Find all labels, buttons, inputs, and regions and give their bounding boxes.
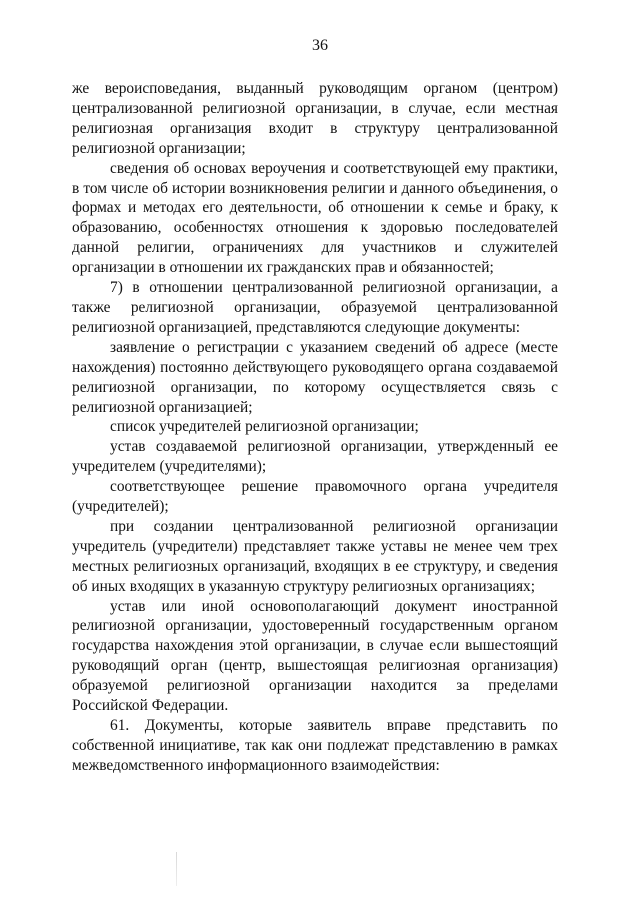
paragraph-foreign-charter: устав или иной основополагающий документ иностранной религиозной организации, удостоверенный государственным органом государства нахождения этой организации, в случае если вышестоящий руководящий орган (центр, вышестоящая религиозная организация) образуемой религиозной организации находится за пределами Российской Федерации. [72,597,558,715]
paragraph-founder-decision: соответствующее решение правомочного органа учредителя (учредителей); [72,478,558,516]
paragraph-charter: устав создаваемой религиозной организации, утвержденный ее учредителем (учредителями); [72,438,558,476]
paragraph-doctrine-info: сведения об основах вероучения и соответствующей ему практики, в том числе об истории возникновения религии и данного объединения, о формах и методах его деятельности, об отношении к семье и браку, к образованию, особенностях отношения к здоровью последователей данной религии, ограничениях для участников и служителей организации в отношении их гражданских прав и обязанностей; [72,159,558,277]
paragraph-registration-application: заявление о регистрации с указанием сведений об адресе (месте нахождения) постоянно действующего руководящего органа создаваемой религиозной организации, по которому осуществляется связь с религиозной организацией; [72,338,558,416]
page-number: 36 [312,37,328,54]
paragraph-founders-list: список учредителей религиозной организации; [110,418,419,436]
paragraph-continuation: же вероисповедания, выданный руководящим органом (центром) централизованной религиозной организации, в случае, если местная религиозная организация входит в структуру централизованной религиозной организации; [72,80,558,157]
document-body [72,79,558,776]
paragraph-centralized-creation: при создании централизованной религиозной организации учредитель (учредители) представляет также уставы не менее чем трех местных религиозных организаций, входящих в ее структуру, и сведения об иных входящих в указанную структуру религиозных организациях; [72,517,558,595]
paragraph-item-7: 7) в отношении централизованной религиозной организации, а также религиозной организации, образуемой централизованной религиозной организацией, представляются следующие документы: [72,279,558,336]
paragraph-item-61: 61. Документы, которые заявитель вправе представить по собственной инициативе, так как они подлежат представлению в рамках межведомственного информационного взаимодействия: [72,717,558,774]
scan-artifact [176,852,177,886]
